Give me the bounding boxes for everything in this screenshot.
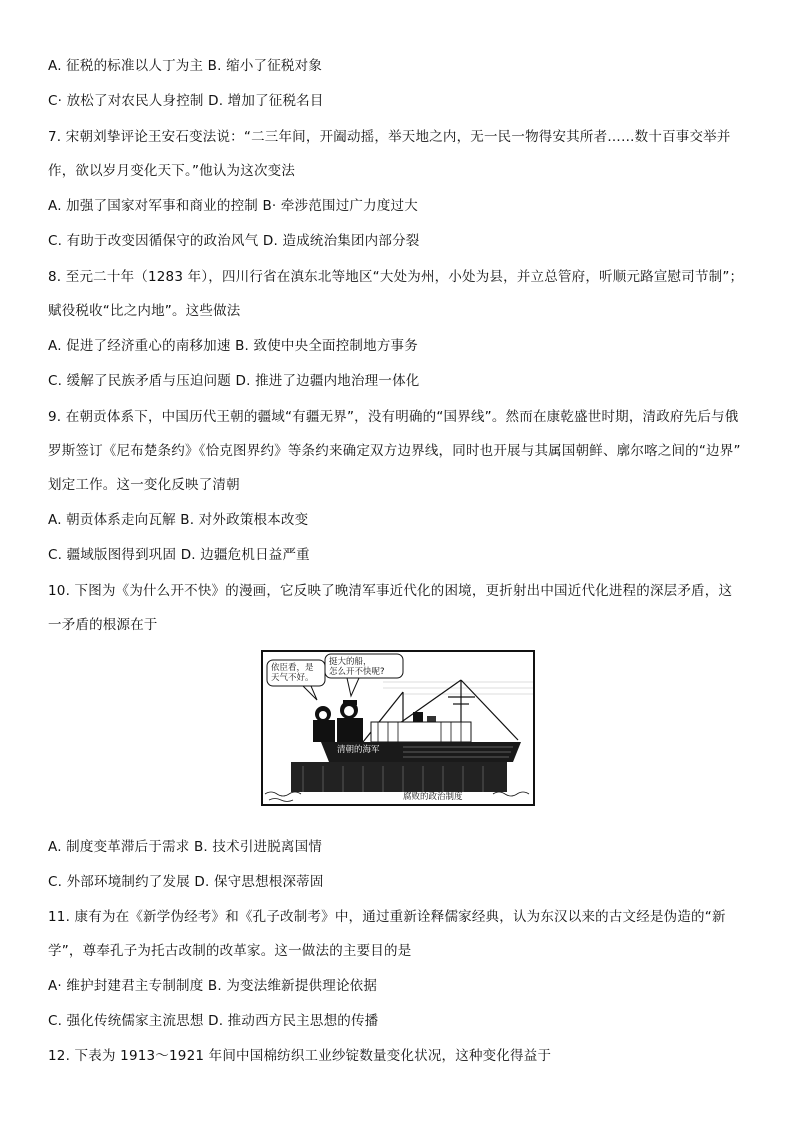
question-12-stem: 12. 下表为 1913～1921 年间中国棉纺织工业纱锭数量变化状况，这种变化得益于 <box>48 1048 552 1064</box>
option-line-q11-ab: A· 维护封建君主专制制度 B. 为变法维新提供理论依据 <box>48 978 378 994</box>
question-7-stem-1: 7. 宋朝刘挚评论王安石变法说：“二三年间，开阖动摇，举天地之内，无一民一物得安其所者……数十百事交举并 <box>48 129 731 145</box>
option-line-q10-ab: A. 制度变革滞后于需求 B. 技术引进脱离国情 <box>48 839 323 855</box>
label-corrupt-system: 腐败的政治制度 <box>403 792 463 802</box>
question-9-stem-3: 划定工作。这一变化反映了清朝 <box>48 477 240 493</box>
question-7-stem-2: 作，欲以岁月变化天下。”他认为这次变法 <box>48 163 296 179</box>
speech-left-line-1: 依臣看，是 <box>271 663 314 673</box>
question-11-stem-1: 11. 康有为在《新学伪经考》和《孔子改制考》中，通过重新诠释儒家经典，认为东汉以来的古文经是伪造的“新 <box>48 909 726 925</box>
label-qing-navy: 清朝的海军 <box>337 745 380 755</box>
cartoon-why-not-fast <box>261 650 535 806</box>
option-line-q9-ab: A. 朝贡体系走向瓦解 B. 对外政策根本改变 <box>48 512 309 528</box>
option-line-q6-cd: C· 放松了对农民人身控制 D. 增加了征税名目 <box>48 93 324 109</box>
question-8-stem-1: 8. 至元二十年（1283 年），四川行省在滇东北等地区“大处为州，小处为县，并立总管府，听顺元路宣慰司节制”； <box>48 269 744 285</box>
option-line-q11-cd: C. 强化传统儒家主流思想 D. 推动西方民主思想的传播 <box>48 1013 379 1029</box>
question-11-stem-2: 学”，尊奉孔子为托古改制的改革家。这一做法的主要目的是 <box>48 943 412 959</box>
option-line-q10-cd: C. 外部环境制约了发展 D. 保守思想根深蒂固 <box>48 874 324 890</box>
option-line-q8-cd: C. 缓解了民族矛盾与压迫问题 D. 推进了边疆内地治理一体化 <box>48 373 420 389</box>
question-10-stem-1: 10. 下图为《为什么开不快》的漫画，它反映了晚清军事近代化的困境，更折射出中国近代化进程的深层矛盾，这 <box>48 583 733 599</box>
option-line-q8-ab: A. 促进了经济重心的南移加速 B. 致使中央全面控制地方事务 <box>48 338 418 354</box>
option-line-q6-ab: A. 征税的标准以人丁为主 B. 缩小了征税对象 <box>48 58 323 74</box>
option-line-q9-cd: C. 疆域版图得到巩固 D. 边疆危机日益严重 <box>48 547 310 563</box>
question-10-stem-2: 一矛盾的根源在于 <box>48 617 158 633</box>
speech-left-line-2: 天气不好。 <box>271 673 314 683</box>
speech-right-line-2: 怎么开不快呢? <box>329 667 385 677</box>
option-line-q7-ab: A. 加强了国家对军事和商业的控制 B· 牵涉范围过广力度过大 <box>48 198 418 214</box>
question-9-stem-1: 9. 在朝贡体系下，中国历代王朝的疆域“有疆无界”，没有明确的“国界线”。然而在康乾盛世时期，清政府先后与俄 <box>48 409 739 425</box>
question-9-stem-2: 罗斯签订《尼布楚条约》《恰克图界约》等条约来确定双方边界线，同时也开展与其属国朝鲜、廓尔喀之间的“边界” <box>48 443 741 459</box>
option-line-q7-cd: C. 有助于改变因循保守的政治风气 D. 造成统治集团内部分裂 <box>48 233 420 249</box>
speech-right-line-1: 挺大的船， <box>329 657 372 667</box>
question-8-stem-2: 赋役税收“比之内地”。这些做法 <box>48 303 241 319</box>
